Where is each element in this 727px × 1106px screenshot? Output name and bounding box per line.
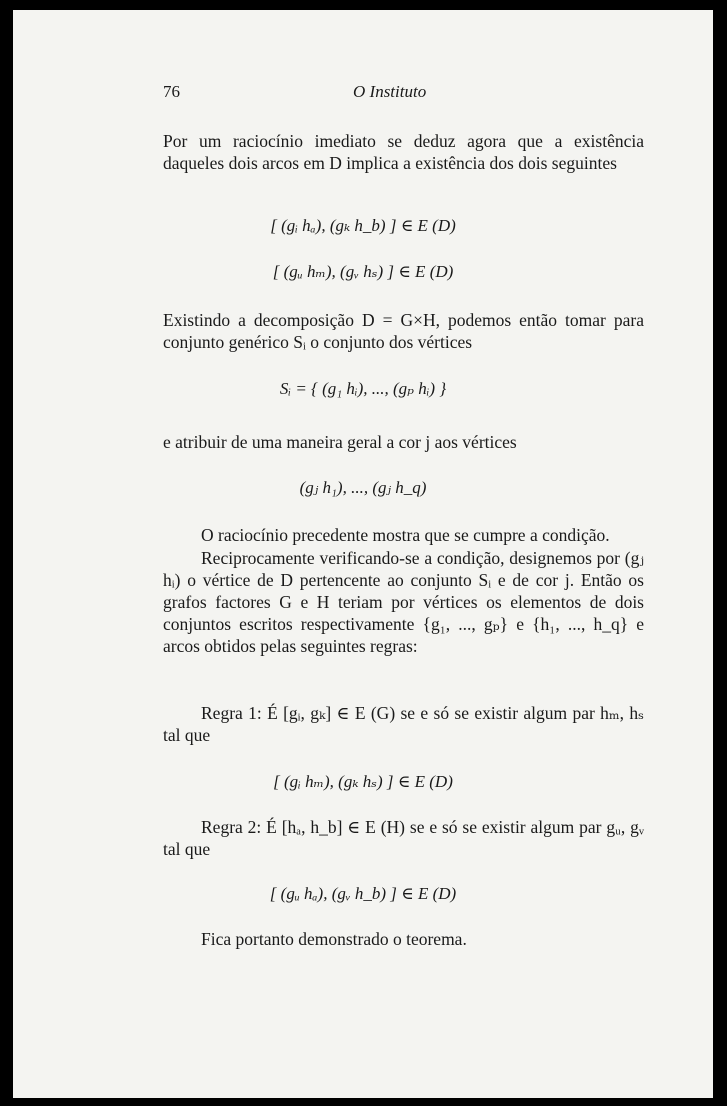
page-header: [13, 82, 713, 106]
book-page: [13, 10, 713, 1098]
closing-sentence: Fica portanto demonstrado o teorema.: [201, 929, 467, 949]
running-title: O Instituto: [353, 82, 427, 101]
paragraph-4: O raciocínio precedente mostra que se cumpre a condição.: [201, 525, 610, 545]
rule-2: Regra 2: É [hₐ, h_b] ∈ E (H) se e só se existir algum par gᵤ, gᵥ tal que: [163, 817, 644, 859]
paragraph-2: Existindo a decomposição D = G×H, podemos então tomar para conjunto genérico Sᵢ o conjunto dos vértices: [163, 310, 644, 352]
rule-1: Regra 1: É [gᵢ, gₖ] ∈ E (G) se e só se existir algum par hₘ, hₛ tal que: [163, 703, 644, 745]
paragraph-3: e atribuir de uma maneira geral a cor j aos vértices: [163, 432, 517, 452]
equation-2: [ (gᵤ hₘ), (gᵥ hₛ) ] ∈ E (D): [272, 262, 454, 281]
paragraph-1: Por um raciocínio imediato se deduz agora que a existência daqueles dois arcos em D implica a existência dos dois seguintes: [163, 131, 644, 173]
equation-1: [ (gᵢ hₐ), (gₖ h_b) ] ∈ E (D): [270, 216, 456, 235]
equation-5: [ (gᵢ hₘ), (gₖ hₛ) ] ∈ E (D): [273, 772, 453, 791]
equation-4: (gⱼ h₁), ..., (gⱼ h_q): [299, 478, 427, 497]
paragraph-5: Reciprocamente verificando-se a condição, designemos por (gⱼ hᵢ) o vértice de D pertencente ao conjunto Sᵢ e de cor j. Então os grafos factores G e H teriam por vértices os elementos de dois conjuntos escritos respectivamente {g₁, ..., gₚ} e {h₁, ..., h_q} e arcos obtidos pelas seguintes regras:: [163, 548, 644, 656]
equation-3: Sᵢ = { (g₁ hᵢ), ..., (gₚ hᵢ) }: [279, 379, 447, 398]
equation-6: [ (gᵤ hₐ), (gᵥ h_b) ] ∈ E (D): [269, 884, 457, 903]
page-number: 76: [163, 82, 180, 101]
